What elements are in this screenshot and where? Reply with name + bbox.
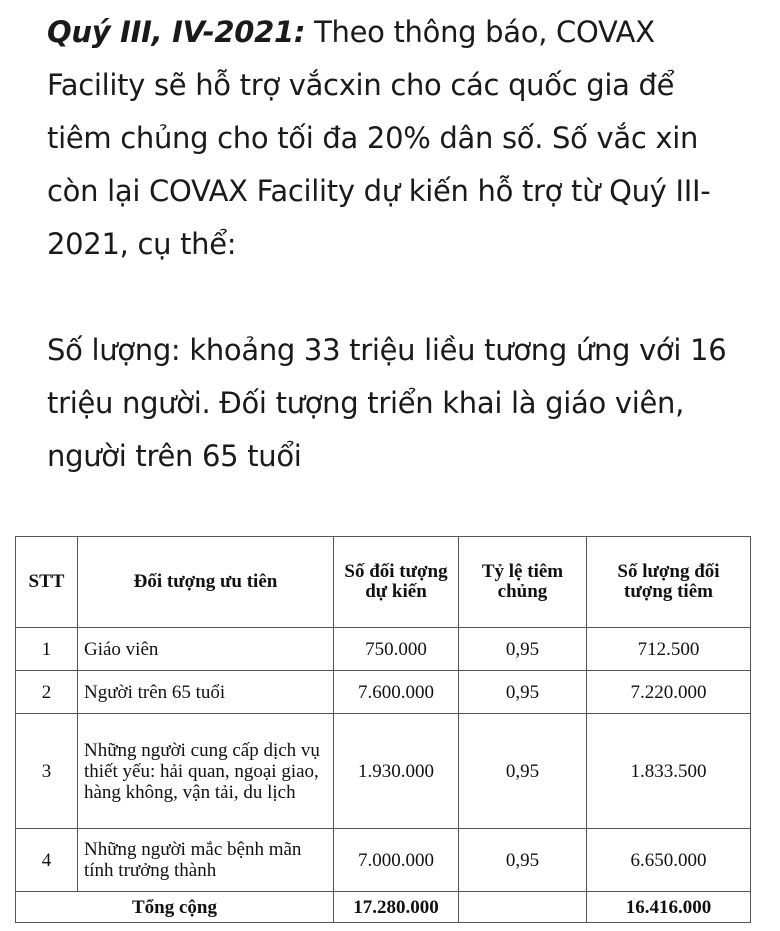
row-stt: 4 (16, 829, 78, 892)
header-vaccination-rate: Tỷ lệ tiêm chủng (459, 537, 587, 628)
row-stt: 2 (16, 671, 78, 714)
total-label: Tổng cộng (16, 892, 334, 923)
table-row (16, 671, 751, 714)
row-vaccinated: 1.833.500 (587, 714, 751, 829)
row-rate: 0,95 (459, 714, 587, 829)
row-rate: 0,95 (459, 671, 587, 714)
table-total-row (16, 892, 751, 923)
total-rate (459, 892, 587, 923)
row-group: Giáo viên (78, 628, 334, 671)
row-expected: 1.930.000 (334, 714, 459, 829)
row-group: Những người mắc bệnh mãn tính trưởng thành (78, 829, 334, 892)
total-expected: 17.280.000 (334, 892, 459, 923)
header-expected-count: Số đối tượng dự kiến (334, 537, 459, 628)
row-vaccinated: 7.220.000 (587, 671, 751, 714)
table-header-row (16, 537, 751, 628)
header-vaccinated-count: Số lượng đối tượng tiêm (587, 537, 751, 628)
row-vaccinated: 712.500 (587, 628, 751, 671)
header-priority-group: Đối tượng ưu tiên (78, 537, 334, 628)
intro-paragraph (47, 6, 747, 271)
row-vaccinated: 6.650.000 (587, 829, 751, 892)
row-rate: 0,95 (459, 829, 587, 892)
vaccine-allocation-table (15, 536, 751, 923)
header-stt: STT (16, 537, 78, 628)
row-group: Những người cung cấp dịch vụ thiết yếu: hải quan, ngoại giao, hàng không, vận tải, du lịch (78, 714, 334, 829)
quantity-paragraph: Số lượng: khoảng 33 triệu liều tương ứng với 16 triệu người. Đối tượng triển khai là giáo viên, người trên 65 tuổi (47, 333, 727, 473)
row-expected: 750.000 (334, 628, 459, 671)
row-stt: 1 (16, 628, 78, 671)
row-expected: 7.600.000 (334, 671, 459, 714)
table-row (16, 628, 751, 671)
article-text (47, 6, 747, 483)
intro-text: Theo thông báo, COVAX Facility sẽ hỗ trợ vắcxin cho các quốc gia để tiêm chủng cho tối đa 20% dân số. Số vắc xin còn lại COVAX Facility dự kiến hỗ trợ từ Quý III-2021, cụ thể: (47, 15, 711, 261)
row-rate: 0,95 (459, 628, 587, 671)
period-heading: Quý III, IV-2021: (47, 15, 306, 49)
row-expected: 7.000.000 (334, 829, 459, 892)
total-vaccinated: 16.416.000 (587, 892, 751, 923)
table-row (16, 714, 751, 829)
row-stt: 3 (16, 714, 78, 829)
row-group: Người trên 65 tuổi (78, 671, 334, 714)
table-row (16, 829, 751, 892)
